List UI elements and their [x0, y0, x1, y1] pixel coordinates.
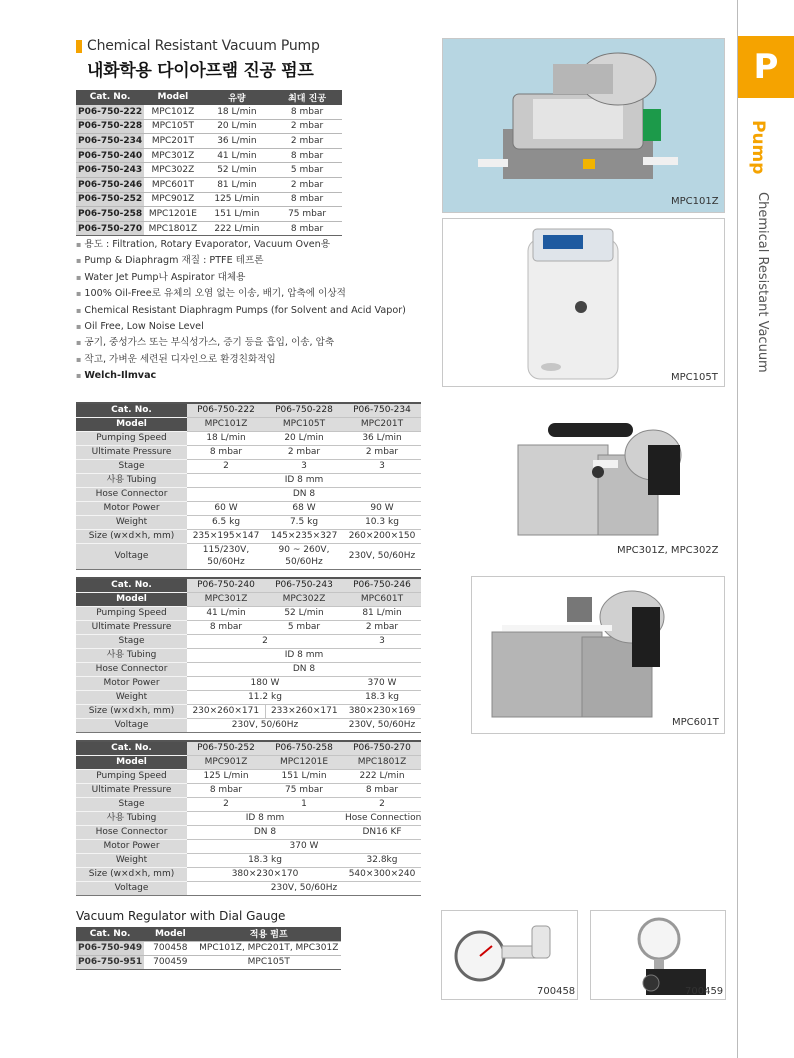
cell: MPC105T	[144, 119, 201, 134]
table-row	[76, 825, 421, 839]
label-size: Size (w×d×h, mm)	[76, 704, 187, 718]
label-hose: Hose Connector	[76, 487, 187, 501]
table-row	[76, 473, 421, 487]
label-pressure: Ultimate Pressure	[76, 620, 187, 634]
cell: Cat. No.	[76, 927, 144, 941]
summary-header-model: Model	[144, 90, 201, 105]
cell: MPC301Z	[187, 592, 265, 606]
list-item-brand: ▪ Welch-Ilmvac	[76, 368, 406, 384]
table-row	[76, 676, 421, 690]
cell: 230V, 50/60Hz	[187, 718, 343, 732]
label-size: Size (w×d×h, mm)	[76, 529, 187, 543]
cell: 2 mbar	[343, 620, 421, 634]
cell: 233×260×171	[265, 704, 343, 718]
cell: P06-750-234	[76, 134, 144, 149]
cell: 20 L/min	[265, 431, 343, 445]
cell: 700459	[144, 955, 196, 969]
cell: 10.3 kg	[343, 515, 421, 529]
label-tubing: 사용 Tubing	[76, 473, 187, 487]
table-row	[76, 662, 421, 676]
spec-table-2	[76, 577, 421, 733]
cell: 380×230×169	[343, 704, 421, 718]
table-row	[76, 592, 421, 606]
regulator-title: Vacuum Regulator with Dial Gauge	[76, 909, 286, 923]
caption-700458: 700458	[537, 986, 576, 997]
table-row	[76, 487, 421, 501]
list-item: ▪ Water Jet Pump나 Aspirator 대체용	[76, 270, 406, 286]
side-description: Chemical Resistant Vacuum	[755, 192, 770, 373]
cell: P06-750-270	[343, 741, 421, 755]
cell: MPC901Z	[144, 192, 201, 207]
caption-700459: 700459	[685, 986, 724, 997]
caption-mpc101z: MPC101Z	[671, 196, 719, 207]
list-item: ▪ 용도 : Filtration, Rotary Evaporator, Vacuum Oven용	[76, 237, 406, 253]
photo-mpc101z	[442, 38, 725, 213]
cell: P06-750-240	[187, 578, 265, 592]
side-tab-letter: P	[738, 36, 794, 98]
cell: P06-750-222	[187, 403, 265, 417]
cell: 18 L/min	[187, 431, 265, 445]
table-row	[76, 769, 421, 783]
cell: 8 mbar	[272, 192, 342, 207]
cell: 151 L/min	[202, 207, 273, 222]
table-row	[76, 783, 421, 797]
table-row	[76, 797, 421, 811]
cell: MPC1201E	[144, 207, 201, 222]
table-row	[76, 403, 421, 417]
table-row	[76, 718, 421, 732]
table-row	[76, 578, 421, 592]
table-row	[76, 853, 421, 867]
cell: 230×260×171	[187, 704, 265, 718]
table-row	[76, 501, 421, 515]
cell: P06-750-949	[78, 943, 143, 953]
page-title-en: Chemical Resistant Vacuum Pump	[87, 38, 320, 54]
table-row	[76, 620, 421, 634]
page-title-ko: 내화학용 다이아프램 진공 펌프	[87, 61, 314, 81]
table-row	[76, 445, 421, 459]
cell: 235×195×147	[187, 529, 265, 543]
cell: P06-750-228	[76, 119, 144, 134]
cell: 260×200×150	[343, 529, 421, 543]
cell: ID 8 mm	[187, 473, 421, 487]
cell: 32.8kg	[343, 853, 421, 867]
list-item: ▪ Pump & Diaphragm 재질 : PTFE 테프론	[76, 253, 406, 269]
label-cat-no: Cat. No.	[76, 403, 187, 417]
cell: 2 mbar	[272, 119, 342, 134]
label-tubing: 사용 Tubing	[76, 648, 187, 662]
cell: 2 mbar	[272, 178, 342, 193]
list-item: ▪ 100% Oil-Free로 유체의 오염 없는 이송, 배기, 압축에 이상적	[76, 286, 406, 302]
cell: ID 8 mm	[187, 648, 421, 662]
cell: 145×235×327	[265, 529, 343, 543]
label-model: Model	[76, 592, 187, 606]
cell: ID 8 mm	[187, 811, 343, 825]
cell: 540×300×240	[343, 867, 421, 881]
cell: MPC601T	[343, 592, 421, 606]
list-item: ▪ 작고, 가벼운 세련된 디자인으로 환경친화적임	[76, 352, 406, 368]
cell: MPC901Z	[187, 755, 265, 769]
label-model: Model	[76, 755, 187, 769]
cell: MPC302Z	[144, 163, 201, 178]
cell: 115/230V, 50/60Hz	[187, 543, 265, 569]
cell: P06-750-243	[76, 163, 144, 178]
cell: P06-750-243	[265, 578, 343, 592]
label-speed: Pumping Speed	[76, 431, 187, 445]
cell: DN16 KF	[343, 825, 421, 839]
table-row	[76, 690, 421, 704]
title-accent-bar	[76, 40, 82, 53]
cell: 380×230×170	[187, 867, 343, 881]
cell: MPC1201E	[265, 755, 343, 769]
cell: 41 L/min	[187, 606, 265, 620]
cell: 125 L/min	[202, 192, 273, 207]
cell: Hose Connection	[345, 813, 422, 823]
cell: P06-750-246	[76, 178, 144, 193]
cell: MPC105T	[265, 417, 343, 431]
cell: 180 W	[187, 676, 343, 690]
cell: 52 L/min	[265, 606, 343, 620]
cell: P06-750-240	[76, 148, 144, 163]
label-stage: Stage	[76, 634, 187, 648]
cell: 2	[187, 797, 265, 811]
caption-mpc601t: MPC601T	[672, 717, 719, 728]
table-row	[76, 431, 421, 445]
cell: MPC105T	[197, 955, 342, 969]
table-row	[76, 867, 421, 881]
cell: 81 L/min	[202, 178, 273, 193]
table-row	[76, 148, 342, 163]
summary-header-row	[76, 90, 342, 105]
table-row	[76, 105, 342, 120]
label-hose: Hose Connector	[76, 825, 187, 839]
cell: 8 mbar	[343, 783, 421, 797]
label-power: Motor Power	[76, 501, 187, 515]
list-item: ▪ Oil Free, Low Noise Level	[76, 319, 406, 335]
table-row	[76, 927, 341, 941]
label-hose: Hose Connector	[76, 662, 187, 676]
cell: 700458	[144, 941, 196, 955]
label-tubing: 사용 Tubing	[76, 811, 187, 825]
summary-header-flow: 유량	[202, 90, 273, 105]
cell: 2	[187, 634, 343, 648]
table-row	[76, 207, 342, 222]
cell: 36 L/min	[202, 134, 273, 149]
label-stage: Stage	[76, 797, 187, 811]
photo-mpc105t	[442, 218, 725, 387]
cell: 5 mbar	[272, 163, 342, 178]
table-row	[76, 741, 421, 755]
cell: 3	[343, 459, 421, 473]
cell: MPC1801Z	[144, 221, 201, 236]
table-row	[76, 811, 421, 825]
cell: 222 L/min	[202, 221, 273, 236]
table-row	[76, 755, 421, 769]
cell: 2 mbar	[265, 445, 343, 459]
cell: 8 mbar	[272, 221, 342, 236]
cell: 20 L/min	[202, 119, 273, 134]
pump-mpc301z-image	[498, 405, 725, 563]
cell: MPC101Z, MPC201T, MPC301Z	[197, 941, 342, 955]
table-row	[76, 634, 421, 648]
table-row	[76, 529, 421, 543]
pump-mpc101z-image	[443, 39, 725, 213]
cell: 7.5 kg	[265, 515, 343, 529]
cell: 36 L/min	[343, 431, 421, 445]
regulator-table	[76, 927, 341, 970]
list-item: ▪ 공기, 중성가스 또는 부식성가스, 증기 등을 흡입, 이송, 압축	[76, 335, 406, 351]
cell: 8 mbar	[272, 105, 342, 120]
cell: 18.3 kg	[343, 690, 421, 704]
cell: P06-750-228	[265, 403, 343, 417]
cell: 125 L/min	[187, 769, 265, 783]
cell: 230V, 50/60Hz	[343, 718, 421, 732]
cell: 90 W	[343, 501, 421, 515]
cell: MPC101Z	[144, 105, 201, 120]
cell: 5 mbar	[265, 620, 343, 634]
cell: 3	[343, 634, 421, 648]
cell: 18 L/min	[202, 105, 273, 120]
cell: 230V, 50/60Hz	[187, 881, 421, 895]
table-row	[76, 417, 421, 431]
table-row	[76, 221, 342, 236]
spec-table-1	[76, 402, 421, 570]
cell: P06-750-222	[76, 105, 144, 120]
pump-mpc601t-image	[472, 577, 725, 734]
label-speed: Pumping Speed	[76, 769, 187, 783]
cell: 230V, 50/60Hz	[343, 543, 421, 569]
label-power: Motor Power	[76, 676, 187, 690]
feature-list	[76, 237, 406, 385]
table-row	[76, 163, 342, 178]
cell: MPC601T	[144, 178, 201, 193]
label-stage: Stage	[76, 459, 187, 473]
photo-mpc601t	[471, 576, 725, 734]
cell: MPC302Z	[265, 592, 343, 606]
label-size: Size (w×d×h, mm)	[76, 867, 187, 881]
cell: 81 L/min	[343, 606, 421, 620]
label-weight: Weight	[76, 690, 187, 704]
cell: P06-750-258	[76, 207, 144, 222]
cell: DN 8	[187, 487, 421, 501]
caption-mpc105t: MPC105T	[671, 372, 718, 383]
side-section-label: Pump	[748, 120, 768, 175]
table-row	[76, 704, 421, 718]
table-row	[76, 839, 421, 853]
cell: 8 mbar	[272, 148, 342, 163]
cell: 1	[265, 797, 343, 811]
label-voltage: Voltage	[76, 881, 187, 895]
summary-header-cat: Cat. No.	[76, 90, 144, 105]
cell: P06-750-270	[76, 221, 144, 236]
label-weight: Weight	[76, 853, 187, 867]
table-row	[76, 515, 421, 529]
table-row	[76, 955, 341, 969]
cell: 75 mbar	[272, 207, 342, 222]
cell: 60 W	[187, 501, 265, 515]
pump-mpc105t-image	[443, 219, 725, 387]
label-power: Motor Power	[76, 839, 187, 853]
cell: 2	[343, 797, 421, 811]
cell: 90 ~ 260V, 50/60Hz	[265, 543, 343, 569]
cell: 6.5 kg	[187, 515, 265, 529]
cell: MPC1801Z	[343, 755, 421, 769]
cell: 370 W	[343, 676, 421, 690]
cell: 222 L/min	[343, 769, 421, 783]
caption-mpc301z: MPC301Z, MPC302Z	[617, 545, 719, 556]
cell: 적용 펌프	[197, 927, 342, 941]
table-row	[76, 648, 421, 662]
label-voltage: Voltage	[76, 718, 187, 732]
cell: P06-750-234	[343, 403, 421, 417]
cell: 2 mbar	[343, 445, 421, 459]
label-cat-no: Cat. No.	[76, 741, 187, 755]
summary-table	[76, 90, 342, 236]
label-voltage: Voltage	[76, 543, 187, 569]
cell: MPC301Z	[144, 148, 201, 163]
cell: 3	[265, 459, 343, 473]
table-row	[76, 606, 421, 620]
cell: MPC201T	[343, 417, 421, 431]
table-row	[76, 941, 341, 955]
cell: MPC201T	[144, 134, 201, 149]
cell: P06-750-951	[78, 957, 143, 967]
cell: 18.3 kg	[187, 853, 343, 867]
table-row	[76, 881, 421, 895]
cell: P06-750-258	[265, 741, 343, 755]
spec-table-3	[76, 740, 421, 896]
cell: DN 8	[187, 825, 343, 839]
table-row	[76, 134, 342, 149]
label-cat-no: Cat. No.	[76, 578, 187, 592]
cell: 68 W	[265, 501, 343, 515]
label-pressure: Ultimate Pressure	[76, 445, 187, 459]
cell: 8 mbar	[187, 783, 265, 797]
cell: 11.2 kg	[187, 690, 343, 704]
cell: 151 L/min	[265, 769, 343, 783]
label-speed: Pumping Speed	[76, 606, 187, 620]
photo-mpc301z	[498, 405, 725, 563]
table-row	[76, 459, 421, 473]
table-row	[76, 119, 342, 134]
label-weight: Weight	[76, 515, 187, 529]
cell: P06-750-252	[76, 192, 144, 207]
cell: 41 L/min	[202, 148, 273, 163]
label-pressure: Ultimate Pressure	[76, 783, 187, 797]
cell: 8 mbar	[187, 445, 265, 459]
cell: P06-750-246	[343, 578, 421, 592]
list-item: ▪ Chemical Resistant Diaphragm Pumps (for Solvent and Acid Vapor)	[76, 303, 406, 319]
table-row	[76, 192, 342, 207]
cell: 52 L/min	[202, 163, 273, 178]
cell: Model	[144, 927, 196, 941]
cell: DN 8	[187, 662, 421, 676]
summary-header-vacuum: 최대 진공	[272, 90, 342, 105]
cell: 2 mbar	[272, 134, 342, 149]
cell: 2	[187, 459, 265, 473]
cell: 75 mbar	[265, 783, 343, 797]
table-row	[76, 543, 421, 569]
label-model: Model	[76, 417, 187, 431]
cell: 8 mbar	[187, 620, 265, 634]
cell: 370 W	[187, 839, 421, 853]
side-divider	[737, 0, 738, 1058]
cell: P06-750-252	[187, 741, 265, 755]
cell: MPC101Z	[187, 417, 265, 431]
table-row	[76, 178, 342, 193]
